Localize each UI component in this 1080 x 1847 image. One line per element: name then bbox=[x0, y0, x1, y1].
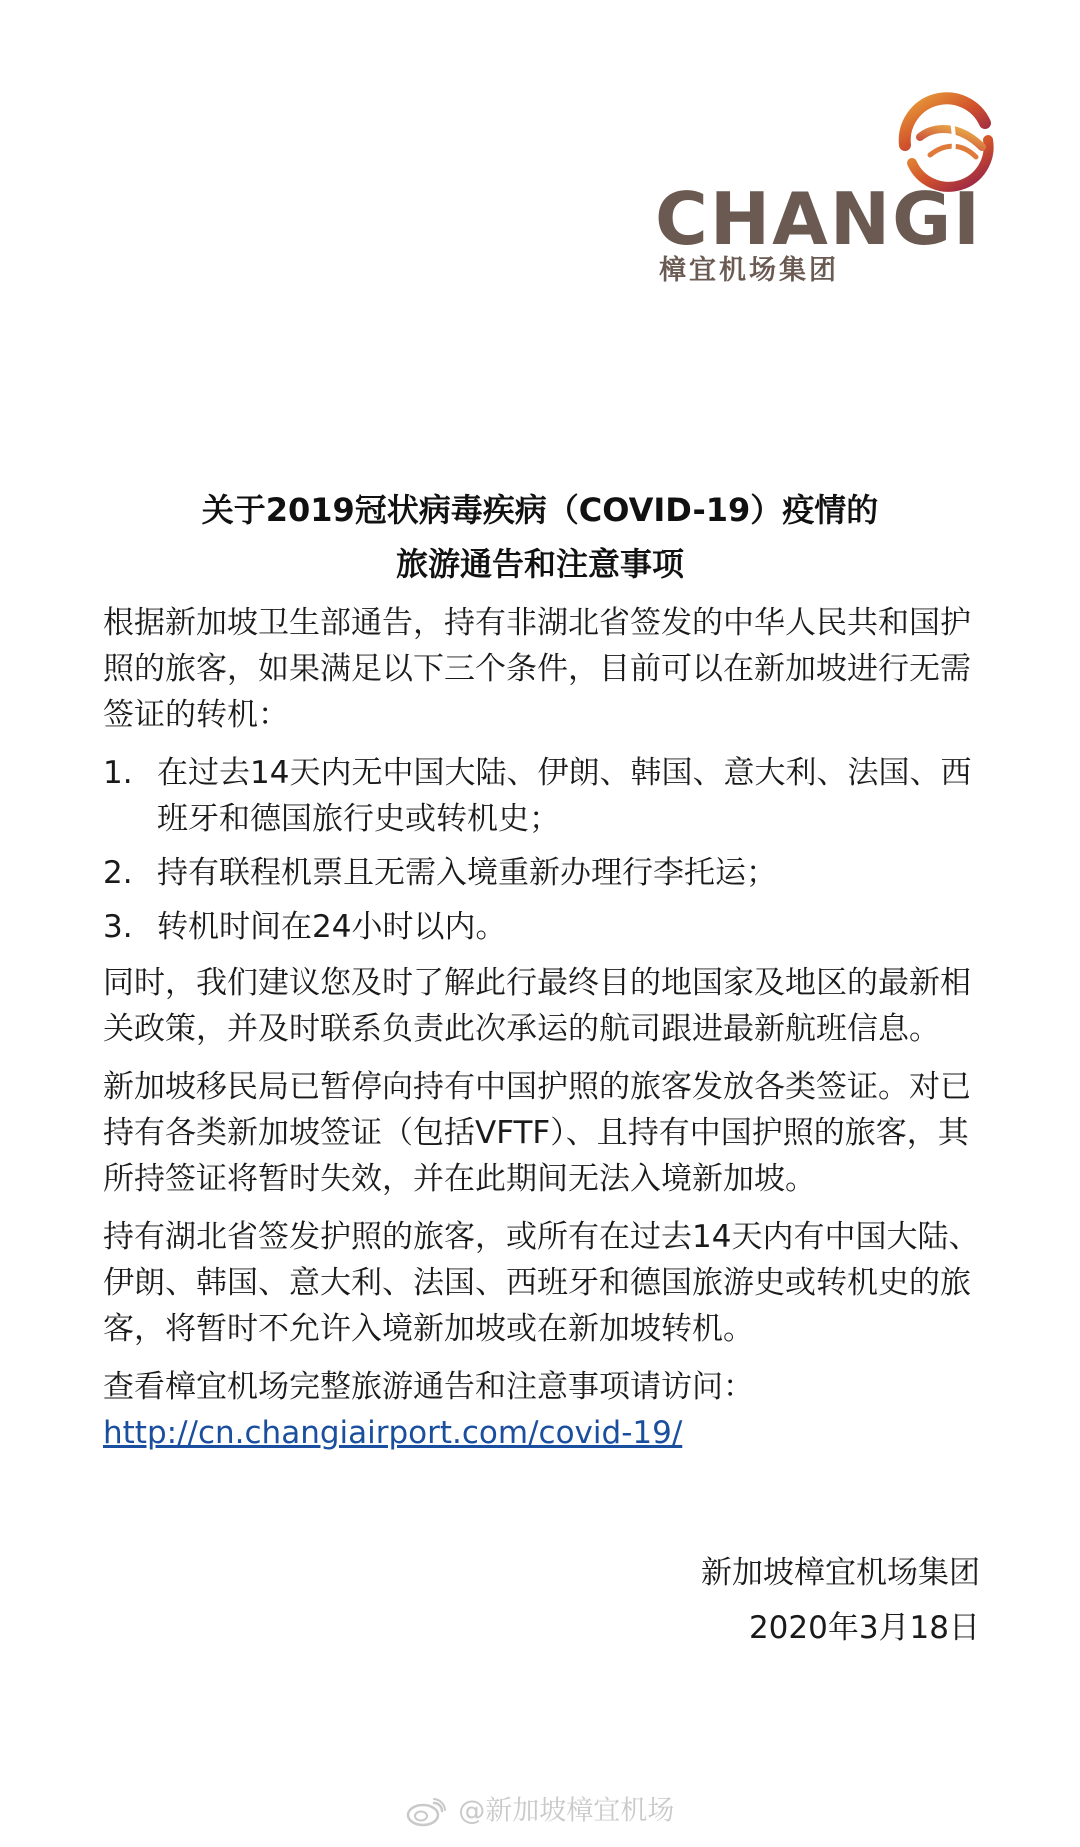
list-item bbox=[103, 750, 983, 842]
list-item-number: 2. bbox=[103, 855, 133, 891]
list-item bbox=[103, 850, 983, 896]
more-info bbox=[103, 1364, 983, 1456]
entry-paragraph: 持有湖北省签发护照的旅客，或所有在过去14天内有中国大陆、伊朗、韩国、意大利、法国、西班牙和德国旅游史或转机史的旅客，将暂时不允许入境新加坡或在新加坡转机。 bbox=[103, 1219, 980, 1347]
list-item-number: 3. bbox=[103, 909, 133, 945]
logo-wordmark: CHANGI bbox=[655, 177, 982, 261]
list-item-text: 转机时间在24小时以内。 bbox=[157, 909, 507, 945]
signature-date: 2020年3月18日 bbox=[748, 1610, 980, 1646]
changi-logo bbox=[655, 85, 985, 295]
conditions-list bbox=[103, 750, 983, 950]
more-info-label: 查看樟宜机场完整旅游通告和注意事项请访问： bbox=[103, 1369, 754, 1405]
weibo-icon bbox=[406, 1797, 446, 1827]
list-item bbox=[103, 904, 983, 950]
logo-subtitle: 樟宜机场集团 bbox=[659, 255, 839, 286]
list-item-number: 1. bbox=[103, 755, 133, 791]
watermark-text: @新加坡樟宜机场 bbox=[458, 1795, 675, 1827]
intro-paragraph: 根据新加坡卫生部通告，持有非湖北省签发的中华人民共和国护照的旅客，如果满足以下三个条件，目前可以在新加坡进行无需签证的转机： bbox=[103, 605, 971, 733]
list-item-text: 在过去14天内无中国大陆、伊朗、韩国、意大利、法国、西班牙和德国旅行史或转机史； bbox=[157, 755, 972, 837]
watermark bbox=[0, 1797, 1080, 1827]
notice-title-line-2: 旅游通告和注意事项 bbox=[395, 545, 684, 583]
notice-body bbox=[103, 600, 983, 1468]
notice-title-line-1: 关于2019冠状病毒疾病（COVID-19）疫情的 bbox=[201, 491, 879, 529]
signature-org: 新加坡樟宜机场集团 bbox=[701, 1555, 980, 1591]
advice-paragraph: 同时，我们建议您及时了解此行最终目的地国家及地区的最新相关政策，并及时联系负责此次承运的航司跟进最新航班信息。 bbox=[103, 965, 971, 1047]
list-item-text: 持有联程机票且无需入境重新办理行李托运； bbox=[157, 855, 777, 891]
visa-paragraph: 新加坡移民局已暂停向持有中国护照的旅客发放各类签证。对已持有各类新加坡签证（包括VFTF）、且持有中国护照的旅客，其所持签证将暂时失效，并在此期间无法入境新加坡。 bbox=[103, 1069, 971, 1197]
covid-info-link[interactable]: http://cn.changiairport.com/covid-19/ bbox=[103, 1415, 683, 1451]
